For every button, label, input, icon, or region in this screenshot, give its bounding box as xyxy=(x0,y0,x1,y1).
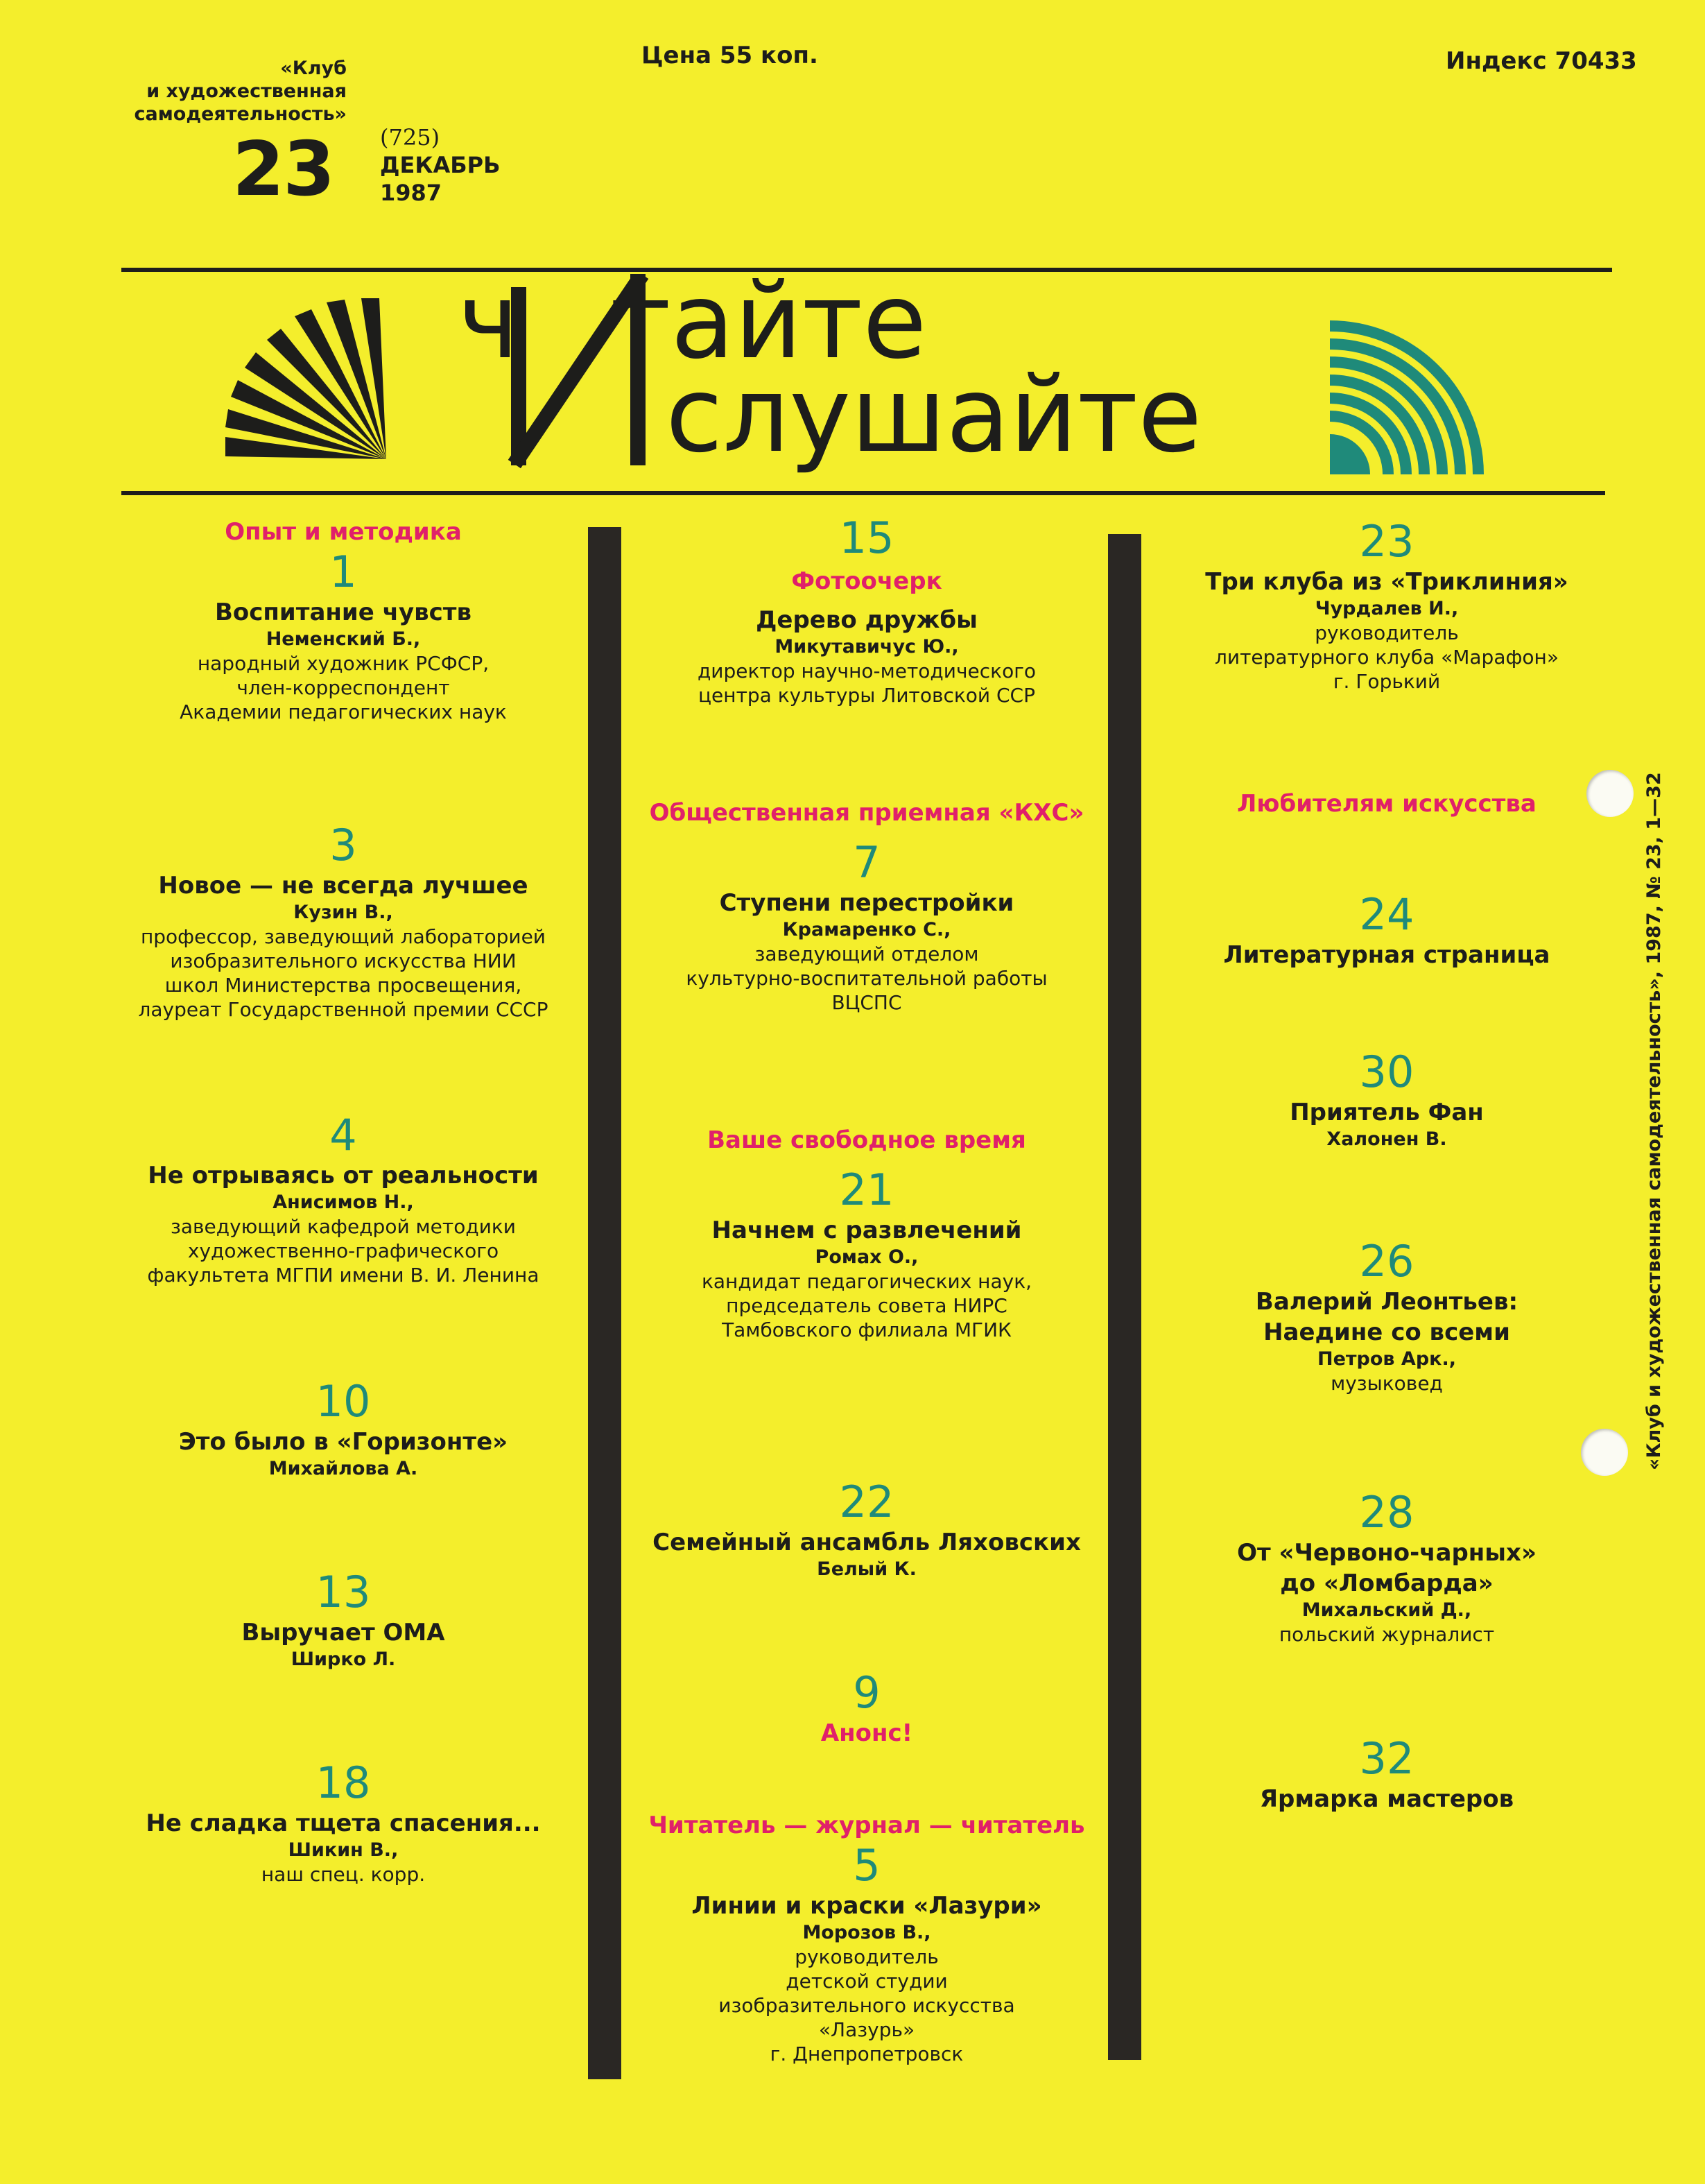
author-desc: наш спец. корр. xyxy=(261,1863,426,1886)
publisher-name xyxy=(118,57,347,126)
article-author: Анисимов Н., xyxy=(272,1192,414,1213)
toc-entry xyxy=(1165,1047,1609,1151)
author-desc: изобразительного искусства xyxy=(718,1994,1015,2017)
page-number: 4 xyxy=(329,1110,357,1160)
page-number: 26 xyxy=(1359,1236,1414,1287)
author-desc: музыковед xyxy=(1331,1372,1443,1395)
toc-entry xyxy=(1165,890,1609,970)
article-title: Начнем с развлечений xyxy=(711,1216,1022,1244)
article-title: Выручает ОМА xyxy=(241,1619,445,1646)
toc-entry xyxy=(1165,517,1609,694)
logo-line1: тайте xyxy=(610,274,927,382)
author-desc: профессор, заведующий лабораторией xyxy=(140,925,546,948)
toc-entry xyxy=(631,513,1102,707)
author-desc: лауреат Государственной премии СССР xyxy=(138,998,548,1021)
article-author: Неменский Б., xyxy=(266,628,421,650)
author-desc: польский журналист xyxy=(1279,1623,1495,1646)
toc-entry xyxy=(631,1477,1102,1581)
page-number: 3 xyxy=(329,820,357,870)
issue-serial: (725) xyxy=(380,124,440,151)
author-desc: детской студии xyxy=(786,1970,948,1993)
toc-entry xyxy=(104,1567,582,1671)
section-heading: Анонс! xyxy=(820,1719,913,1747)
section-heading: Ваше свободное время xyxy=(707,1126,1026,1154)
article-title: Наедине со всеми xyxy=(1263,1318,1510,1346)
toc-entry xyxy=(631,1810,1102,2066)
page-number: 1 xyxy=(329,547,357,597)
toc-entry xyxy=(104,820,582,1022)
article-author: Михальский Д., xyxy=(1301,1599,1472,1621)
page-number: 28 xyxy=(1359,1487,1414,1538)
article-author: Морозов В., xyxy=(802,1922,931,1943)
author-desc: руководитель xyxy=(795,1945,939,1968)
toc-entry xyxy=(104,517,582,724)
article-author: Михайлова А. xyxy=(268,1458,418,1479)
issue-month: ДЕКАБРЬ xyxy=(380,152,501,178)
article-author: Белый К. xyxy=(817,1558,917,1580)
toc-entry xyxy=(1165,1237,1609,1395)
author-desc: центра культуры Литовской ССР xyxy=(698,684,1035,707)
article-title: Семейный ансамбль Ляховских xyxy=(652,1529,1081,1556)
subscription-index: Индекс 70433 xyxy=(1446,47,1637,75)
page-number: 21 xyxy=(839,1164,894,1215)
author-desc: ВЦСПС xyxy=(831,991,902,1014)
article-title: Новое — не всегда лучшее xyxy=(158,872,528,900)
author-desc: народный художник РСФСР, xyxy=(197,652,490,675)
article-title: Не сладка тщета спасения... xyxy=(146,1809,541,1837)
page-number: 5 xyxy=(853,1840,881,1891)
page-number: 18 xyxy=(315,1757,371,1808)
price: Цена 55 коп. xyxy=(641,42,818,69)
author-desc: заведующий кафедрой методики xyxy=(171,1215,516,1238)
binder-hole xyxy=(1586,770,1634,817)
issue-meta xyxy=(380,123,501,207)
page-number: 7 xyxy=(853,837,881,888)
publisher-line: и художественная xyxy=(146,80,347,102)
author-desc: художественно-графического xyxy=(187,1239,499,1262)
article-author: Шикин В., xyxy=(288,1839,399,1861)
article-title: Дерево дружбы xyxy=(756,606,978,634)
page-number: 24 xyxy=(1359,889,1414,940)
author-desc: литературного клуба «Марафон» xyxy=(1215,646,1559,669)
article-author: Кузин В., xyxy=(293,902,393,923)
toc-column-3 xyxy=(1165,517,1609,2112)
author-desc: Тамбовского филиала МГИК xyxy=(722,1318,1012,1341)
toc-entry xyxy=(1165,1488,1609,1646)
article-author: Ромах О., xyxy=(815,1246,919,1268)
author-desc: культурно-воспитательной работы xyxy=(686,967,1048,990)
column-divider-left xyxy=(588,527,621,2079)
page-number: 30 xyxy=(1359,1047,1414,1097)
section-heading: Читатель — журнал — читатель xyxy=(648,1812,1085,1839)
toc-entry xyxy=(1165,1734,1609,1814)
author-desc: «Лазурь» xyxy=(818,2018,915,2041)
side-caption: «Клуб и художественная самодеятельность», 1987, № 23, 1—32 xyxy=(1643,772,1665,1470)
article-title: Ступени перестройки xyxy=(719,889,1014,917)
toc-entry xyxy=(104,1377,582,1481)
section-heading: Опыт и методика xyxy=(225,518,462,546)
author-desc: факультета МГПИ имени В. И. Ленина xyxy=(147,1264,539,1287)
page-number: 13 xyxy=(315,1567,371,1617)
page-number: 32 xyxy=(1359,1733,1414,1784)
article-title: Три клуба из «Триклиния» xyxy=(1205,568,1568,596)
page-number: 22 xyxy=(839,1477,894,1527)
author-desc: член-корреспондент xyxy=(236,676,450,699)
article-title: От «Червоно-чарных» xyxy=(1237,1539,1537,1567)
article-author: Ширко Л. xyxy=(291,1649,396,1670)
section-heading: Общественная приемная «КХС» xyxy=(649,799,1084,827)
article-title: Валерий Леонтьев: xyxy=(1255,1288,1518,1316)
author-desc: школ Министерства просвещения, xyxy=(164,974,522,997)
toc-entry xyxy=(631,798,1102,1015)
page-number: 9 xyxy=(853,1667,881,1718)
issue-year: 1987 xyxy=(380,180,442,206)
sunburst-left-icon xyxy=(225,298,392,465)
logo-line2: слушайте xyxy=(666,355,1202,476)
toc-column-1 xyxy=(104,517,582,2112)
article-title: Воспитание чувств xyxy=(215,599,471,626)
publisher-line: самодеятельность» xyxy=(134,103,347,125)
toc-entry xyxy=(104,1110,582,1287)
toc-column-2 xyxy=(631,513,1102,2108)
page-number: 15 xyxy=(839,513,894,563)
article-title: Это было в «Горизонте» xyxy=(178,1428,508,1456)
binder-hole xyxy=(1581,1429,1628,1476)
toc-entry xyxy=(631,1668,1102,1748)
issue-number: 23 xyxy=(232,126,334,213)
page-number: 23 xyxy=(1359,516,1414,567)
article-title: Ярмарка мастеров xyxy=(1259,1785,1514,1813)
author-desc: г. Днепропетровск xyxy=(770,2043,964,2065)
article-author: Халонен В. xyxy=(1326,1128,1447,1150)
article-author: Микутавичус Ю., xyxy=(774,636,959,657)
article-author: Крамаренко С., xyxy=(782,919,951,940)
article-author: Петров Арк., xyxy=(1317,1348,1456,1370)
author-desc: Академии педагогических наук xyxy=(180,700,507,723)
logo-prefix: ч xyxy=(458,274,519,382)
publisher-line: «Клуб xyxy=(280,58,347,79)
toc-entry xyxy=(104,1758,582,1886)
author-desc: заведующий отделом xyxy=(754,943,979,965)
article-title: Не отрываясь от реальности xyxy=(148,1162,539,1189)
toc-entry xyxy=(631,1125,1102,1342)
logo-chitaite-slushaite xyxy=(458,274,1262,482)
article-author: Чурдалев И., xyxy=(1315,598,1459,619)
section-heading: Фотоочерк xyxy=(791,567,942,595)
top-rule xyxy=(121,268,1612,272)
article-title: Линии и краски «Лазури» xyxy=(691,1892,1042,1920)
record-disc-right-icon xyxy=(1324,312,1491,479)
logo-bottom-rule xyxy=(121,491,1605,495)
article-title: Приятель Фан xyxy=(1290,1099,1484,1126)
author-desc: руководитель xyxy=(1315,621,1459,644)
column-divider-right xyxy=(1108,534,1141,2060)
article-title: до «Ломбарда» xyxy=(1280,1570,1494,1597)
author-desc: председатель совета НИРС xyxy=(726,1294,1007,1317)
article-title: Литературная страница xyxy=(1223,941,1550,969)
toc-entry xyxy=(1165,789,1609,819)
page-number: 10 xyxy=(315,1376,371,1427)
author-desc: директор научно-методического xyxy=(697,660,1037,682)
author-desc: кандидат педагогических наук, xyxy=(701,1270,1032,1293)
section-heading: Любителям искусства xyxy=(1237,790,1537,818)
author-desc: г. Горький xyxy=(1333,670,1441,693)
author-desc: изобразительного искусства НИИ xyxy=(170,949,517,972)
